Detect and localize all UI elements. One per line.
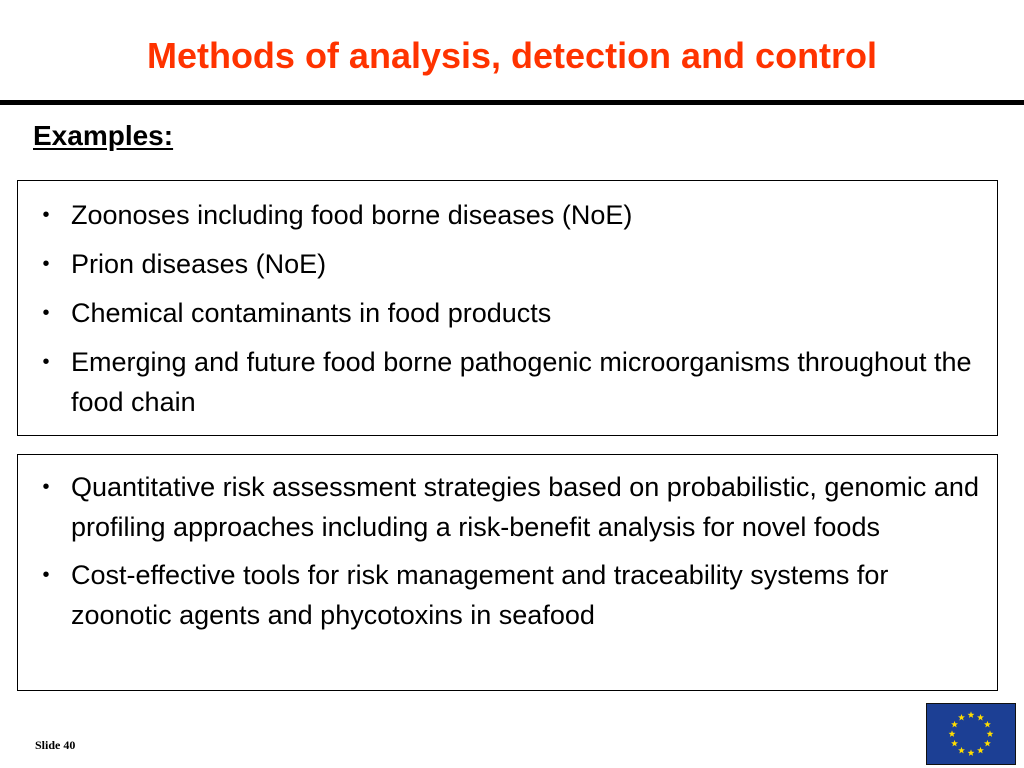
bullet-dot-icon: •: [42, 564, 50, 586]
bullet-item: [18, 244, 997, 284]
star-icon: [958, 747, 965, 754]
slide-number-label: Slide 40: [35, 738, 76, 752]
bullet-item: [18, 293, 997, 333]
star-icon: [968, 749, 975, 756]
examples-box-2: [17, 454, 998, 691]
bullet-item: [18, 195, 997, 235]
bullet-dot-icon: •: [42, 204, 50, 226]
bullet-dot-icon: •: [42, 302, 50, 324]
examples-box-1: [17, 180, 998, 436]
star-icon: [958, 714, 965, 721]
bullet-text: Emerging and future food borne pathogenic microorganisms throughout the food chain: [71, 347, 972, 417]
title-divider: [0, 100, 1024, 105]
bullet-dot-icon: •: [42, 476, 50, 498]
star-icon: [984, 721, 991, 728]
eu-flag-icon: [926, 703, 1016, 765]
star-icon: [968, 711, 975, 718]
bullet-item: [18, 342, 997, 422]
star-icon: [949, 730, 956, 737]
bullet-text: Zoonoses including food borne diseases (NoE): [71, 200, 633, 230]
eu-flag-stars: [927, 704, 1015, 764]
bullet-text: Cost-effective tools for risk management and traceability systems for zoonotic agents and phycotoxins in seafood: [71, 560, 889, 630]
bullet-dot-icon: •: [42, 351, 50, 373]
star-icon: [951, 721, 958, 728]
star-icon: [984, 740, 991, 747]
slide-title: Methods of analysis, detection and control: [146, 35, 878, 76]
star-icon: [977, 714, 984, 721]
bullet-item: [18, 468, 997, 547]
bullet-text: Prion diseases (NoE): [71, 249, 327, 279]
bullet-list-1: [18, 181, 997, 422]
star-icon: [987, 730, 994, 737]
bullet-text: Quantitative risk assessment strategies based on probabilistic, genomic and profiling approaches including a risk-benefit analysis for novel foods: [71, 472, 979, 542]
star-icon: [977, 747, 984, 754]
bullet-text: Chemical contaminants in food products: [71, 298, 552, 328]
bullet-list-2: [18, 455, 997, 635]
bullet-item: [18, 556, 997, 635]
star-icon: [951, 740, 958, 747]
bullet-dot-icon: •: [42, 253, 50, 275]
examples-heading: Examples:: [33, 120, 174, 151]
